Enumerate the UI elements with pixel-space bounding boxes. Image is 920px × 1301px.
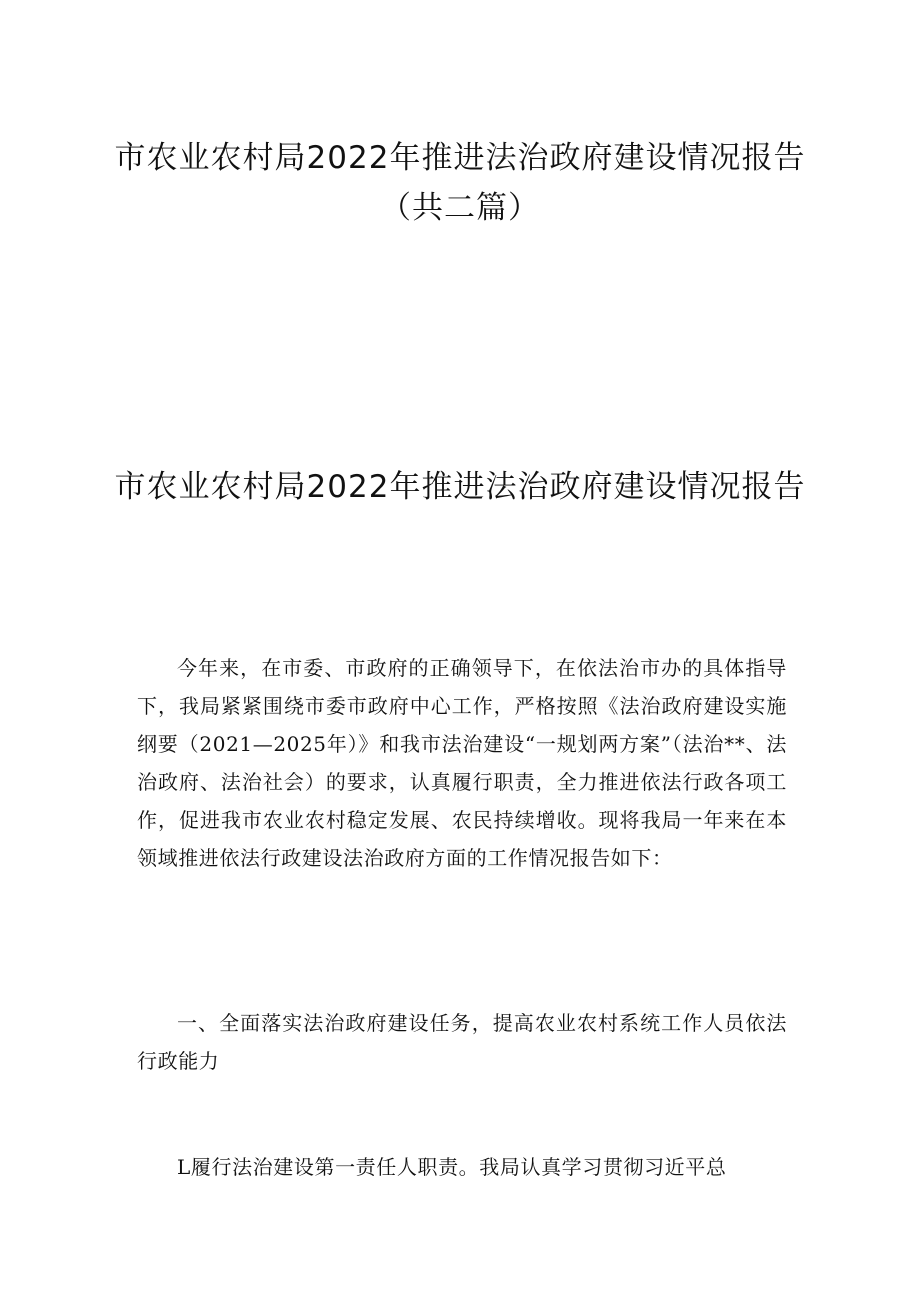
item-1-paragraph: L履行法治建设第一责任人职责。我局认真学习贯彻习近平总 (177, 1155, 727, 1179)
report-title: 市农业农村局2022年推进法治政府建设情况报告 (114, 469, 806, 505)
intro-paragraph: 今年来，在市委、市政府的正确领导下，在依法治市办的具体指导下，我局紧紧围绕市委市政府中心工作，严格按照《法治政府建设实施纲要（2021—2025年）》和我市法治建设“一规划两方案”（法治**、法治政府、法治社会）的要求，认真履行职责，全力推进依法行政各项工作，促进我市农业农村稳定发展、农民持续增收。现将我局一年来在本领域推进依法行政建设法治政府方面的工作情况报告如下： (137, 656, 787, 870)
compilation-title: 市农业农村局2022年推进法治政府建设情况报告（共二篇） (114, 140, 806, 226)
section-heading-1: 一、全面落实法治政府建设任务，提高农业农村系统工作人员依法行政能力 (137, 1011, 787, 1073)
